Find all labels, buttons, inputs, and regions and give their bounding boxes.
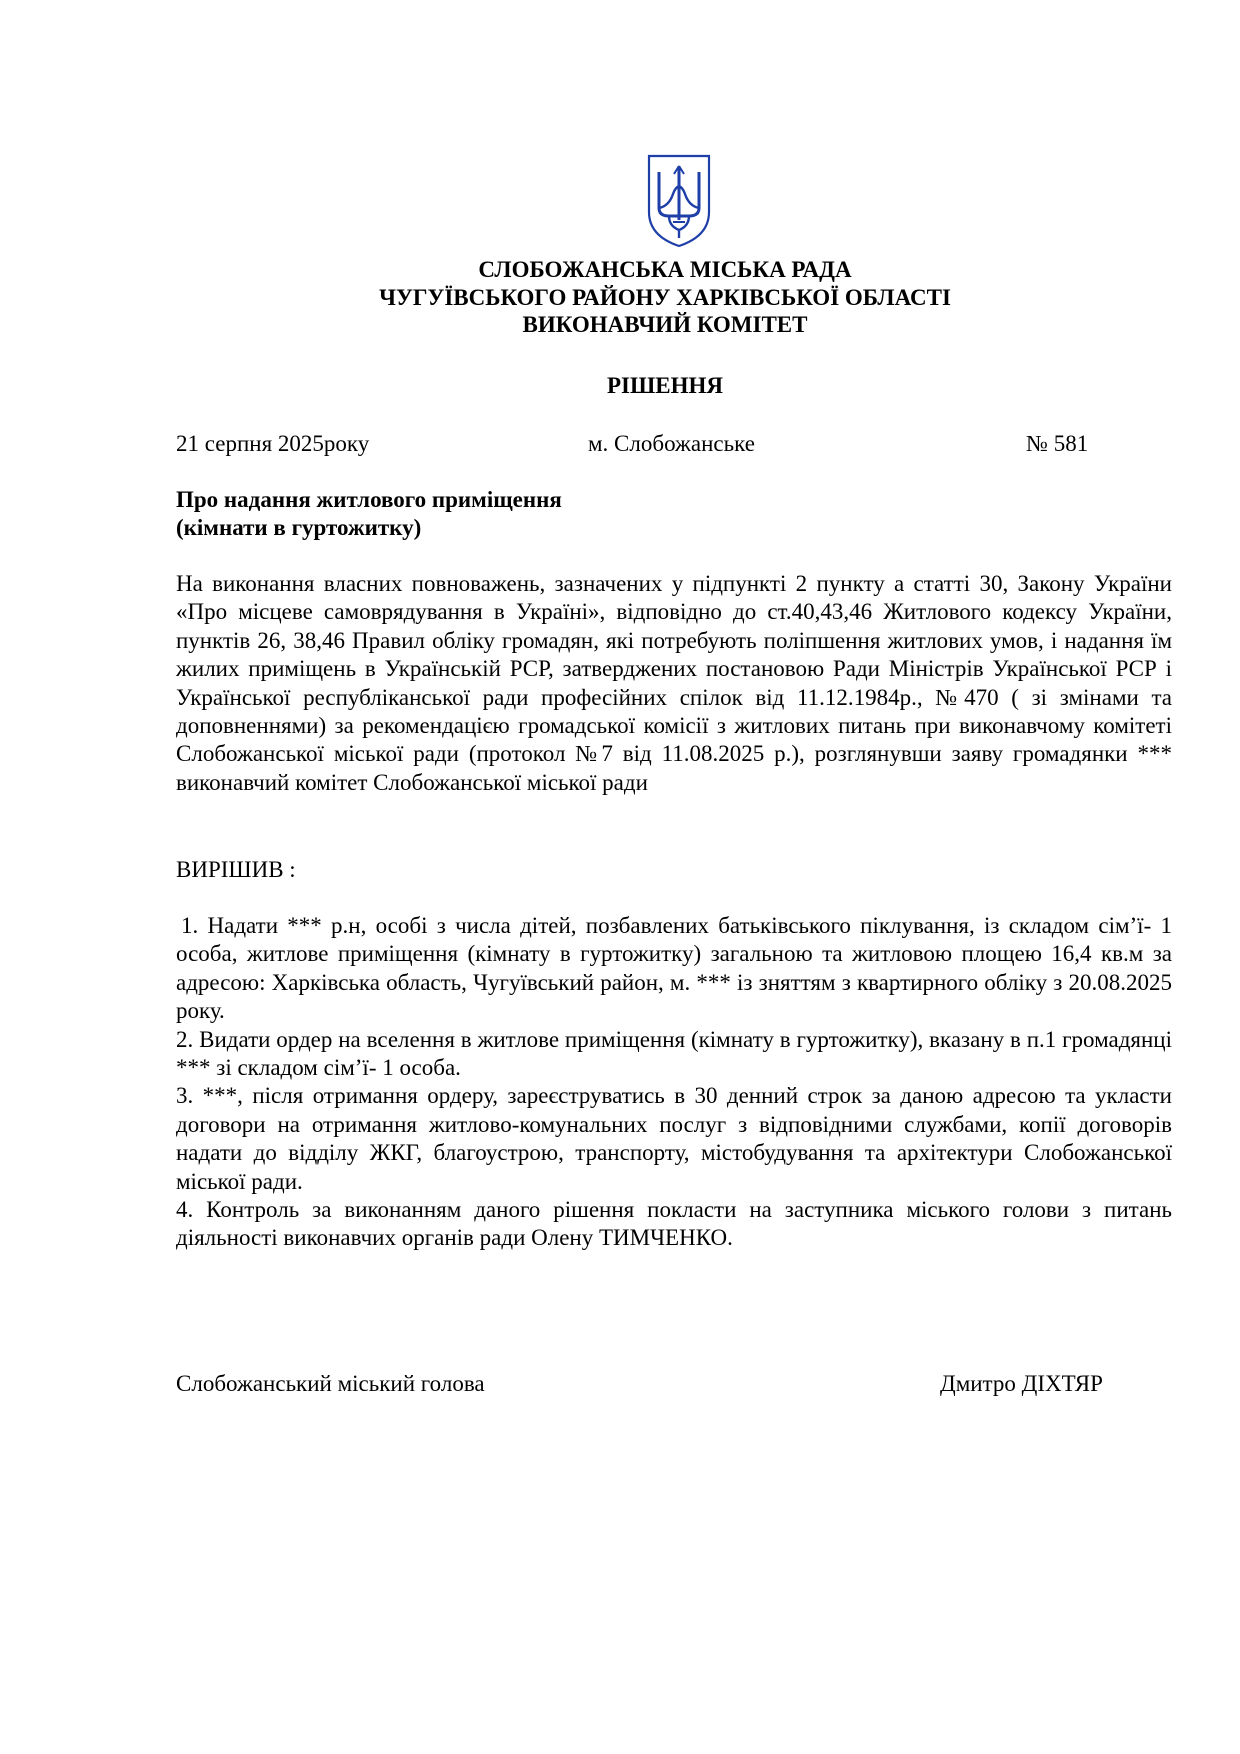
council-name: СЛОБОЖАНСЬКА МІСЬКА РАДА [478, 257, 852, 282]
decision-item: 3. ***, після отримання ордеру, зареєструватись в 30 денний строк за даною адресою та укласти договори на отримання житлово-комунальних послуг з відповідними службами, копії договорів надати до відділу ЖКГ, благоустрою, транспорту, містобудування та архітектури Слобожанської міської ради. [176, 1083, 1172, 1194]
decision-subject [176, 486, 562, 542]
signatory-title: Слобожанський міський голова [176, 1371, 485, 1396]
decision-item: 4. Контроль за виконанням даного рішення покласти на заступника міського голови з питань діяльності виконавчих органів ради Олену ТИМЧЕНКО. [176, 1197, 1172, 1251]
decision-item: 1. Надати *** р.н, особі з числа дітей, позбавлених батьківського піклування, із складом сім’ї- 1 особа, житлове приміщення (кімнату в гуртожитку) загальною та житловою площею 16,4 кв.м за адресою: Харківська область, Чугуївський район, м. *** із зняттям з квартирного обліку з 20.08.2025 року. [176, 913, 1172, 1024]
decision-title: РІШЕННЯ [607, 373, 723, 398]
committee-name: ВИКОНАВЧИЙ КОМІТЕТ [522, 312, 808, 337]
decision-items [176, 912, 1172, 1253]
subject-line: (кімнати в гуртожитку) [176, 515, 422, 540]
decision-date: 21 серпня 2025року [176, 431, 370, 456]
coat-of-arms-trident-icon [643, 150, 715, 250]
resolved-label: ВИРІШИВ : [176, 857, 296, 882]
district-name: ЧУГУЇВСЬКОГО РАЙОНУ ХАРКІВСЬКОЇ ОБЛАСТІ [379, 285, 951, 310]
signatory-name: Дмитро ДІХТЯР [940, 1371, 1103, 1396]
decision-place: м. Слобожанське [588, 431, 755, 456]
decision-number: № 581 [1026, 431, 1089, 456]
subject-line: Про надання житлового приміщення [176, 487, 562, 512]
decision-item: 2. Видати ордер на вселення в житлове приміщення (кімнату в гуртожитку), вказану в п.1 громадянці *** зі складом сім’ї- 1 особа. [176, 1026, 1172, 1081]
preamble-paragraph: На виконання власних повноважень, зазначених у підпункті 2 пункту а статті 30, Закону України «Про місцеве самоврядування в Україні», відповідно до ст.40,43,46 Житлового кодексу України, пунктів 26, 38,46 Правил обліку громадян, які потребують поліпшення житлових умов, і надання їм жилих приміщень в Українській РСР, затверджених постановою Ради Міністрів Української РСР і Української республіканської ради професійних спілок від 11.12.1984р., №470 ( зі змінами та доповненнями) за рекомендацією громадської комісії з житлових питань при виконавчому комітеті Слобожанської міської ради (протокол №7 від 11.08.2025 р.), розглянувши заяву громадянки *** виконавчий комітет Слобожанської міської ради [176, 571, 1172, 795]
